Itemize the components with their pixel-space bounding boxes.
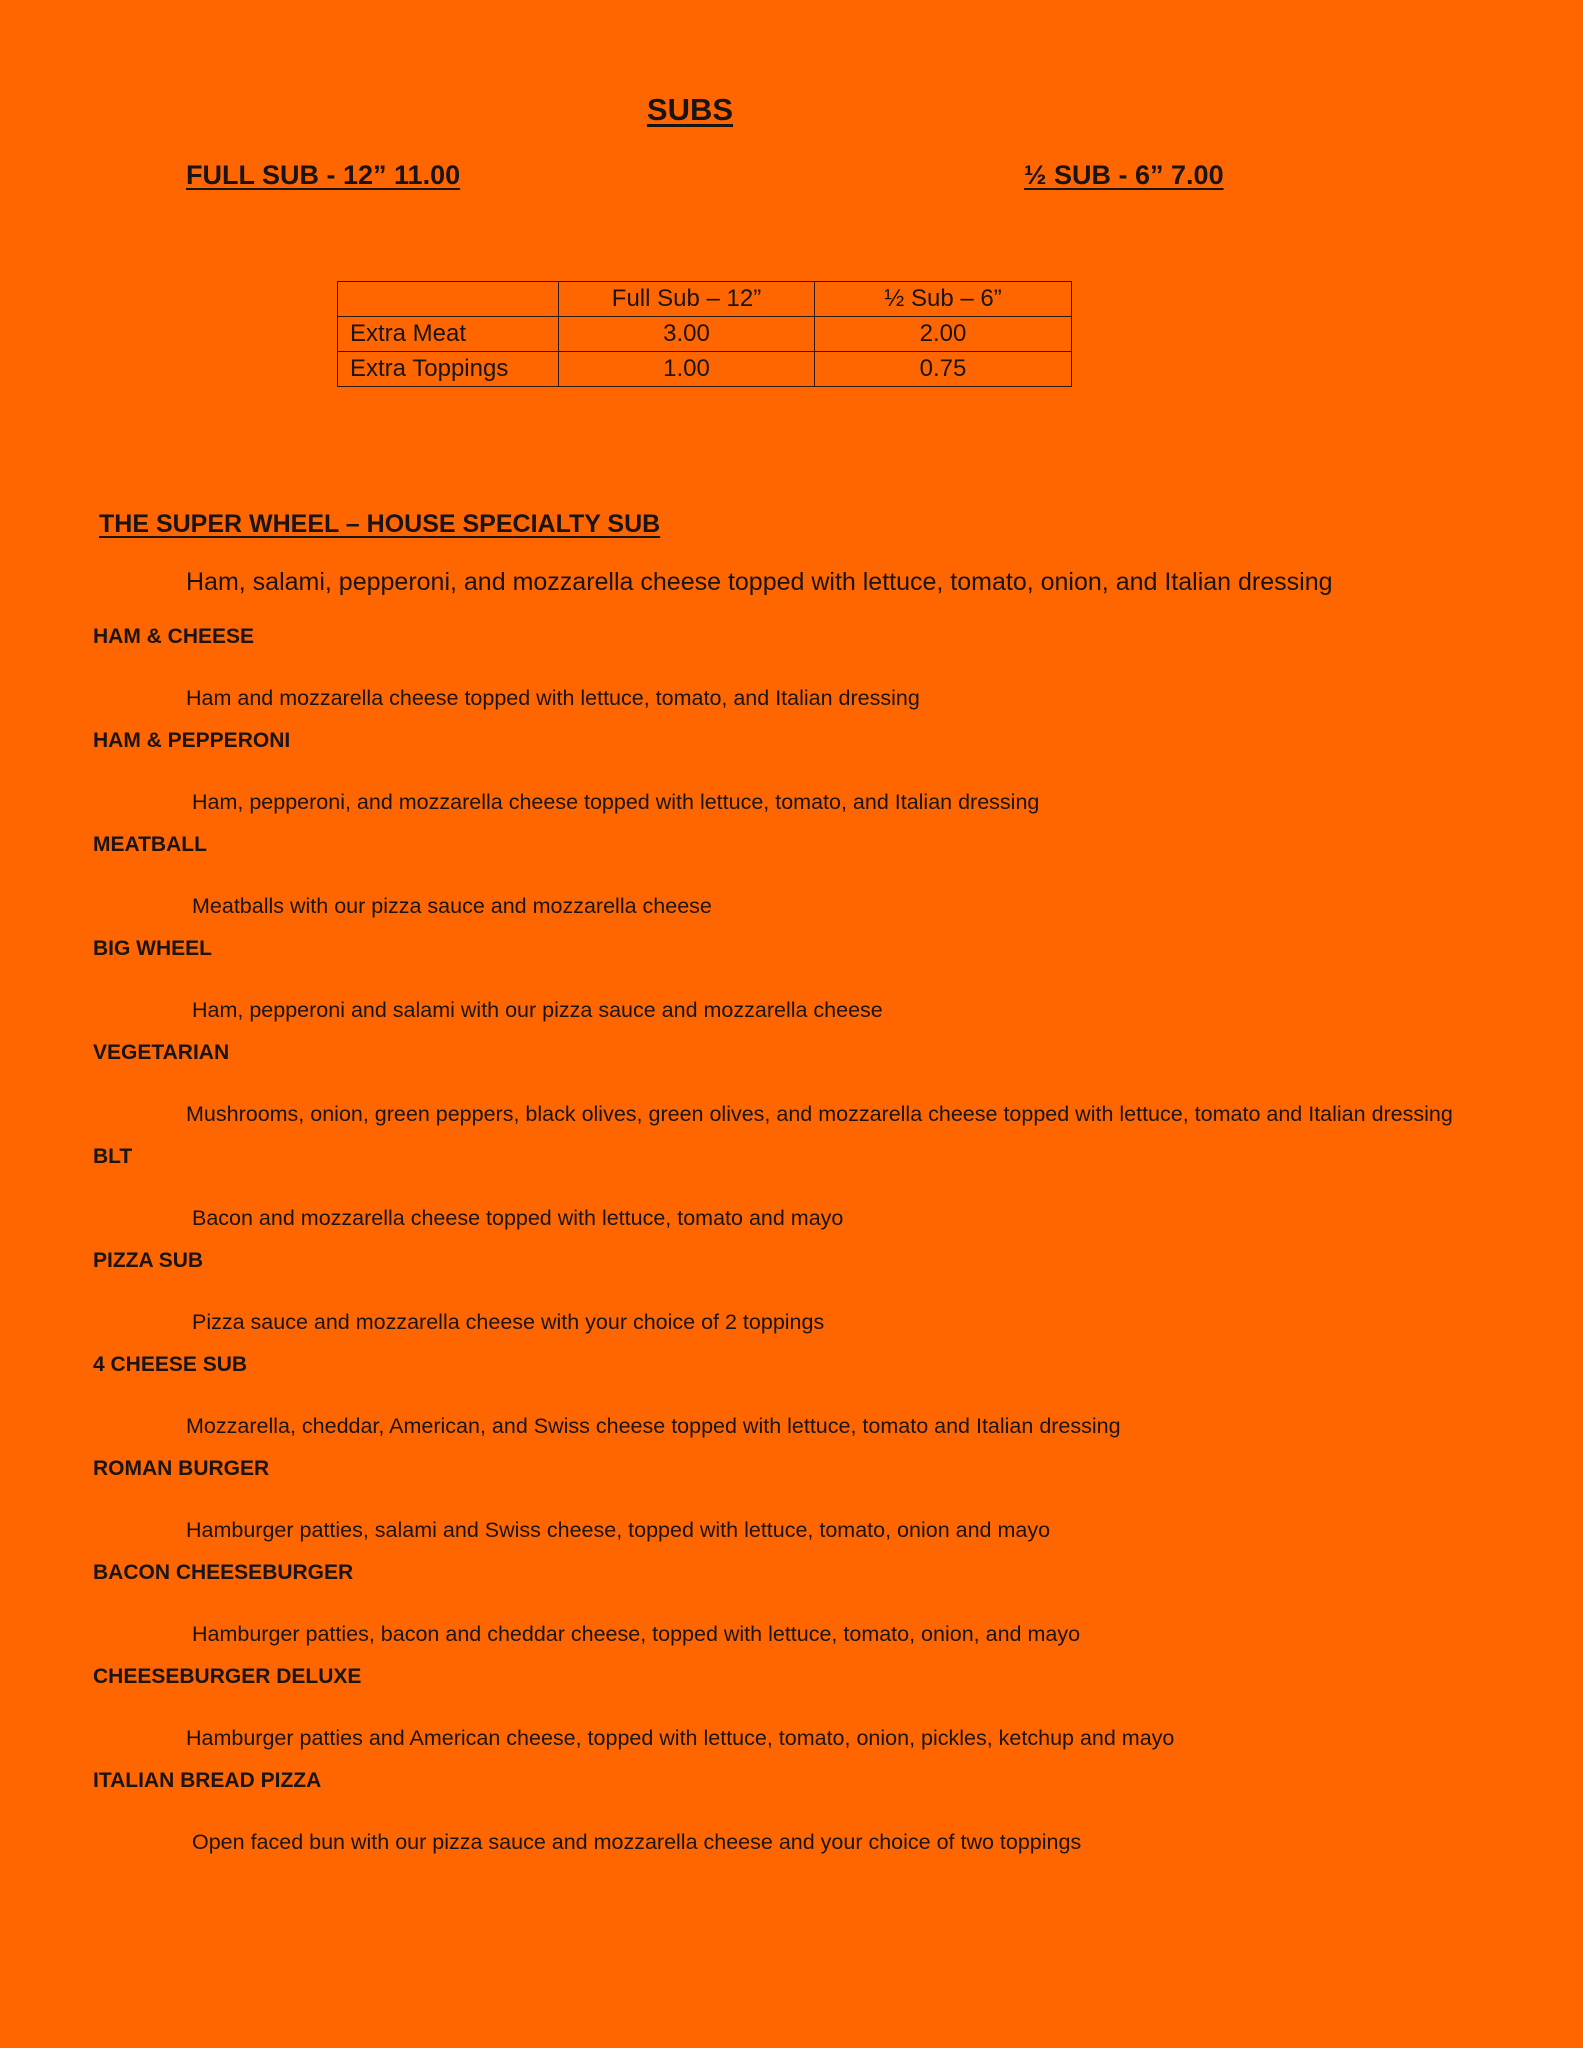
menu-item-name: BIG WHEEL bbox=[93, 937, 212, 960]
menu-item-name: ITALIAN BREAD PIZZA bbox=[93, 1769, 322, 1792]
menu-item bbox=[93, 1660, 1513, 1764]
menu-item-description: Bacon and mozzarella cheese topped with lettuce, tomato and mayo bbox=[192, 1206, 844, 1230]
table-cell: 0.75 bbox=[815, 352, 1072, 387]
menu-list bbox=[93, 620, 1513, 1868]
page-title: SUBS bbox=[646, 92, 734, 127]
table-cell: 1.00 bbox=[559, 352, 815, 387]
menu-item-description: Mozzarella, cheddar, American, and Swiss cheese topped with lettuce, tomato and Italian dressing bbox=[186, 1414, 1121, 1438]
menu-item bbox=[93, 1452, 1513, 1556]
table-cell: Extra Meat bbox=[338, 317, 559, 352]
table-header-cell: ½ Sub – 6” bbox=[815, 282, 1072, 317]
menu-item-description: Hamburger patties, bacon and cheddar cheese, topped with lettuce, tomato, onion, and mayo bbox=[192, 1622, 1081, 1646]
menu-item bbox=[93, 1244, 1513, 1348]
menu-item bbox=[93, 724, 1513, 828]
menu-item-name: 4 CHEESE SUB bbox=[93, 1353, 248, 1376]
menu-item-name: VEGETARIAN bbox=[93, 1041, 230, 1064]
menu-item-name: HAM & CHEESE bbox=[93, 625, 255, 648]
menu-item-description: Mushrooms, onion, green peppers, black olives, green olives, and mozzarella cheese topped with lettuce, tomato and Italian dressing bbox=[186, 1102, 1453, 1126]
menu-item bbox=[93, 1036, 1513, 1140]
table-header-cell: Full Sub – 12” bbox=[559, 282, 815, 317]
menu-item bbox=[93, 828, 1513, 932]
menu-item-description: Ham, pepperoni, and mozzarella cheese topped with lettuce, tomato, and Italian dressing bbox=[192, 790, 1040, 814]
menu-item-description: Pizza sauce and mozzarella cheese with your choice of 2 toppings bbox=[192, 1310, 825, 1334]
menu-item bbox=[93, 1764, 1513, 1868]
menu-item-name: HAM & PEPPERONI bbox=[93, 729, 291, 752]
menu-item-description: Ham and mozzarella cheese topped with lettuce, tomato, and Italian dressing bbox=[186, 686, 920, 710]
table-row bbox=[338, 317, 1072, 352]
full-sub-price: FULL SUB - 12” 11.00 bbox=[186, 160, 461, 190]
menu-item-name: MEATBALL bbox=[93, 833, 207, 856]
menu-item-name: BACON CHEESEBURGER bbox=[93, 1561, 354, 1584]
table-header-cell bbox=[338, 282, 559, 317]
menu-item bbox=[93, 1140, 1513, 1244]
menu-item-description: Open faced bun with our pizza sauce and mozzarella cheese and your choice of two toppings bbox=[192, 1830, 1082, 1854]
menu-item-name: ROMAN BURGER bbox=[93, 1457, 270, 1480]
half-sub-price: ½ SUB - 6” 7.00 bbox=[1024, 160, 1224, 190]
table-cell: 3.00 bbox=[559, 317, 815, 352]
table-cell: Extra Toppings bbox=[338, 352, 559, 387]
table-cell: 2.00 bbox=[815, 317, 1072, 352]
menu-item-name: CHEESEBURGER DELUXE bbox=[93, 1665, 362, 1688]
menu-item-description: Hamburger patties and American cheese, topped with lettuce, tomato, onion, pickles, ketchup and mayo bbox=[186, 1726, 1175, 1750]
menu-item bbox=[93, 932, 1513, 1036]
menu-item-description: Meatballs with our pizza sauce and mozzarella cheese bbox=[192, 894, 712, 918]
table-header-row bbox=[338, 282, 1072, 317]
menu-item bbox=[93, 1556, 1513, 1660]
specialty-title: THE SUPER WHEEL – HOUSE SPECIALTY SUB bbox=[99, 510, 661, 538]
menu-item bbox=[93, 620, 1513, 724]
menu-item-name: BLT bbox=[93, 1145, 133, 1168]
extras-price-table bbox=[337, 281, 1072, 387]
menu-item bbox=[93, 1348, 1513, 1452]
menu-item-description: Ham, pepperoni and salami with our pizza sauce and mozzarella cheese bbox=[192, 998, 883, 1022]
menu-item-description: Hamburger patties, salami and Swiss cheese, topped with lettuce, tomato, onion and mayo bbox=[186, 1518, 1051, 1542]
table-row bbox=[338, 352, 1072, 387]
specialty-description: Ham, salami, pepperoni, and mozzarella cheese topped with lettuce, tomato, onion, and Italian dressing bbox=[186, 568, 1333, 596]
menu-item-name: PIZZA SUB bbox=[93, 1249, 204, 1272]
